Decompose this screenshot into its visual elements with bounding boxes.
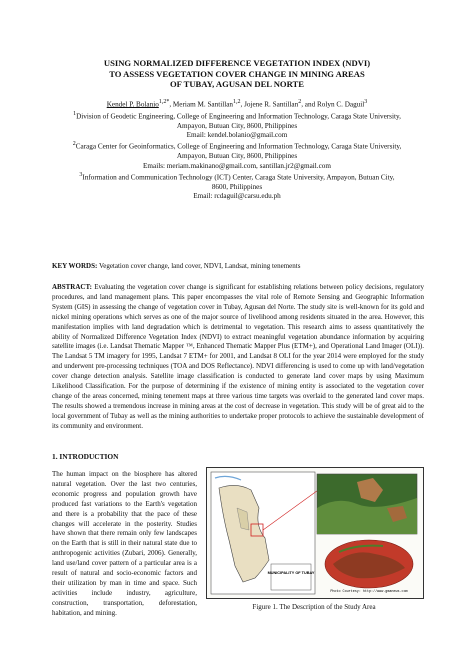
affiliation-2-sup: 2	[72, 141, 76, 148]
affiliation-2-line-2: Ampayon, Butuan City, 8600, Philippines	[176, 152, 298, 161]
affiliation-2	[44, 140, 430, 152]
author-3: , Jojene R. Santillan	[240, 100, 299, 109]
paper-title	[40, 58, 434, 90]
author-2-sup: 1,2	[233, 99, 241, 105]
affiliation-1	[44, 110, 430, 122]
affiliation-3-line-2: 8600, Philippines	[211, 182, 263, 191]
abstract	[52, 283, 424, 432]
email-3: Email: rcdaguil@carsu.edu.ph	[193, 192, 281, 201]
affiliation-3-sup: 3	[79, 172, 83, 179]
keywords	[52, 262, 424, 271]
map-title: MUNICIPALITY OF TUBAY	[267, 571, 315, 575]
email-1: Email: kendel.bolanio@gmail.com	[186, 131, 288, 139]
title-line-3: OF TUBAY, AGUSAN DEL NORTE	[170, 79, 304, 90]
photo-credit: Photo Courtesy: http://www.gmanews.com	[330, 590, 408, 594]
first-author-sup: 1,2*	[158, 99, 170, 105]
email-2: Emails: meriam.makinano@gmail.com, santillan.jr2@gmail.com	[143, 161, 331, 170]
study-area-map-graphic	[207, 468, 423, 598]
author-2: , Meriam M. Santillan	[169, 100, 233, 109]
first-author: Kendel P. Bolanio	[106, 100, 159, 109]
author-3-sup: 2	[298, 99, 302, 105]
author-block	[44, 98, 430, 202]
affiliation-1-line-1: Division of Geodetic Engineering, College of Engineering and Information Technology, Caraga State University,	[76, 112, 401, 121]
title-line-2: TO ASSESS VEGETATION COVER CHANGE IN MINING AREAS	[109, 68, 365, 79]
affiliation-2-line-1: Caraga Center for Geoinformatics, College of Engineering and Information Technology, Caraga State University,	[75, 142, 402, 151]
study-area-figure	[206, 467, 424, 599]
affiliation-1-sup: 1	[73, 110, 77, 117]
figure-caption: Figure 1. The Description of the Study Area	[252, 603, 376, 611]
affiliation-1-line-2: Ampayon, Butuan City, 8600, Philippines	[176, 121, 298, 130]
title-line-1: USING NORMALIZED DIFFERENCE VEGETATION INDEX (NDVI)	[103, 58, 371, 68]
map-title-box	[271, 564, 311, 590]
affiliation-3	[44, 171, 430, 183]
keywords-text: Vegetation cover change, land cover, NDVI, Landsat, mining tenements	[98, 262, 301, 270]
author-list	[44, 98, 430, 110]
abstract-text: Evaluating the vegetation cover change is significant for establishing relations between policy decisions, regulatory procedures, and land management plans. This paper encompasses the vital role of Remote Sensing and Geographic Information System (GIS) in assessing the change of vegetation cover in Tubay, Agusan del Norte. The study site is well-known for its gold and nickel mining operations which serves as one of the major source of livelihood among residents situated in the area. However, this manifestation implies with land degradation which is detrimental to vegetation. This research aims to assess quantitatively the ability of Normalized Difference Vegetation Index (NDVI) to extract meaningful vegetation abundance information by acquiring satellite images (i.e. Landsat Thematic Mapper ™, Enhanced Thematic Mapper Plus (ETM+), and Operational Land Imager (OLI)). The Landsat 5 TM imagery for 1995, Landsat 7 ETM+ for 2001, and Landsat 8 OLI for the year 2014 were employed for the study and underwent pre-processing techniques (TOA and DOS Reflectance). NDVI differencing is used to come up with land/vegetation cover change detection analysis. Satellite image classification is conducted to generate land cover maps by using Maximum Likelihood Classification. For the purpose of determining if the existence of mining entity is associated to the vegetation cover change of the areas concerned, mining tenement maps at three various time targets was overlaid to the generated land cover maps. The results showed a tremendous increase in mining areas at the cost of decrease in vegetation. This study will be of great aid to the local government of Tubay as well as the mining authorities to undertake proper protocols to achieve the sustainable development of its community and environment.	[52, 283, 424, 430]
section-heading-introduction: 1. INTRODUCTION	[52, 452, 119, 461]
introduction-text: The human impact on the biosphere has altered natural vegetation. Over the last two centuries, economic progress and population growth have produced fast variations to the Earth's vegetation and there is a probability that the pace of these changes will accelerate in the posterity. Studies have shown that there remain only few landscapes on the Earth that is still in their natural state due to anthropogenic activities (Zubari, 2006). Generally, land use/land cover pattern of a particular area is a result of natural and socio-economic factors and their utilization by man in time and space. Such activities include industry, agriculture, construction, transportation, deforestation, habitation, and mining.	[52, 470, 197, 617]
keywords-label: KEY WORDS:	[52, 262, 98, 270]
author-4: , and Rolyn C. Daguil	[301, 100, 365, 109]
author-4-sup: 3	[364, 99, 368, 105]
affiliation-3-line-1: Information and Communication Technology (ICT) Center, Caraga State University, Ampayon, Butuan City,	[82, 173, 395, 182]
abstract-label: ABSTRACT:	[52, 283, 92, 291]
